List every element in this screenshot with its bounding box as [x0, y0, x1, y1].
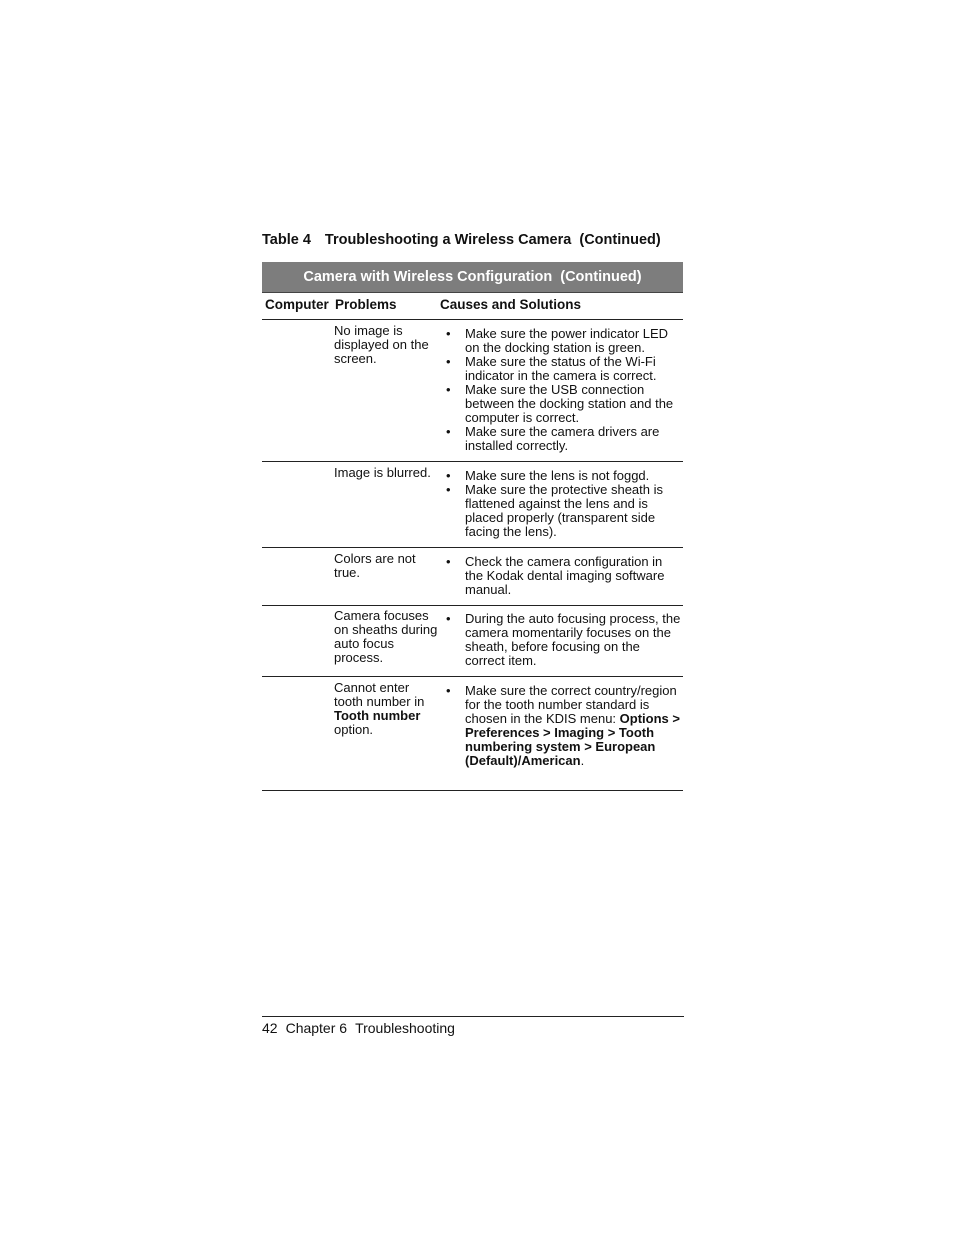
table-number: Table 4 — [262, 232, 311, 248]
header-divider — [262, 319, 683, 320]
section-label: Troubleshooting — [355, 1020, 455, 1036]
row-4-causes — [440, 612, 683, 668]
row-divider — [262, 605, 683, 606]
list-item: • Make sure the power indicator LED on the docking station is green. — [440, 327, 683, 355]
column-header-causes: Causes and Solutions — [440, 297, 582, 312]
row-divider — [262, 676, 683, 677]
row-2-causes — [440, 469, 683, 539]
row-divider — [262, 547, 683, 548]
list-item: • During the auto focusing process, the camera momentarily focuses on the sheath, before focusing on the correct item. — [440, 612, 683, 668]
table-banner — [262, 262, 683, 293]
row-5-causes — [440, 684, 683, 768]
footer-rule — [262, 1016, 684, 1017]
page-footer — [262, 1020, 455, 1036]
row-2-problem: Image is blurred. — [334, 465, 431, 480]
list-item: • Make sure the lens is not foggd. — [440, 469, 683, 483]
column-header-problems: Problems — [335, 297, 397, 312]
row-5-cause-tail: . — [580, 753, 585, 768]
row-5-problem — [334, 681, 438, 737]
list-item: • Make sure the status of the Wi-Fi indicator in the camera is correct. — [440, 355, 683, 383]
column-header-computer: Computer — [265, 297, 329, 312]
list-item: • Make sure the protective sheath is flattened against the lens and is placed properly (transparent side facing the lens). — [440, 483, 683, 539]
table-bottom-rule — [262, 790, 683, 791]
list-item: • Make sure the camera drivers are installed correctly. — [440, 425, 683, 453]
row-3-causes — [440, 555, 683, 597]
banner-label: Camera with Wireless Configuration (Continued) — [303, 269, 642, 285]
row-5-problem-tail: option. — [334, 722, 374, 737]
row-5-cause-text: Make sure the correct country/region for the tooth number standard is chosen in the KDIS menu: — [465, 683, 677, 726]
list-item: • Make sure the USB connection between the docking station and the computer is correct. — [440, 383, 683, 425]
row-5-menu-path: Options > Preferences > Imaging > Tooth numbering system > European (Default)/American — [465, 711, 680, 768]
row-4-problem: Camera focuses on sheaths during auto focus process. — [334, 608, 438, 665]
row-5-problem-text: Cannot enter tooth number in — [334, 680, 425, 709]
row-3-problem: Colors are not true. — [334, 551, 416, 580]
row-5-problem-option: Tooth number — [334, 708, 421, 723]
list-item — [440, 684, 683, 768]
list-item: • Check the camera configuration in the Kodak dental imaging software manual. — [440, 555, 683, 597]
table-title: Troubleshooting a Wireless Camera (Continued) — [324, 232, 661, 248]
chapter-label: Chapter 6 — [285, 1020, 348, 1036]
row-1-problem: No image is displayed on the screen. — [334, 323, 429, 366]
row-1-causes — [440, 327, 683, 453]
table-caption — [262, 232, 684, 248]
row-divider — [262, 461, 683, 462]
page-number: 42 — [262, 1020, 278, 1036]
